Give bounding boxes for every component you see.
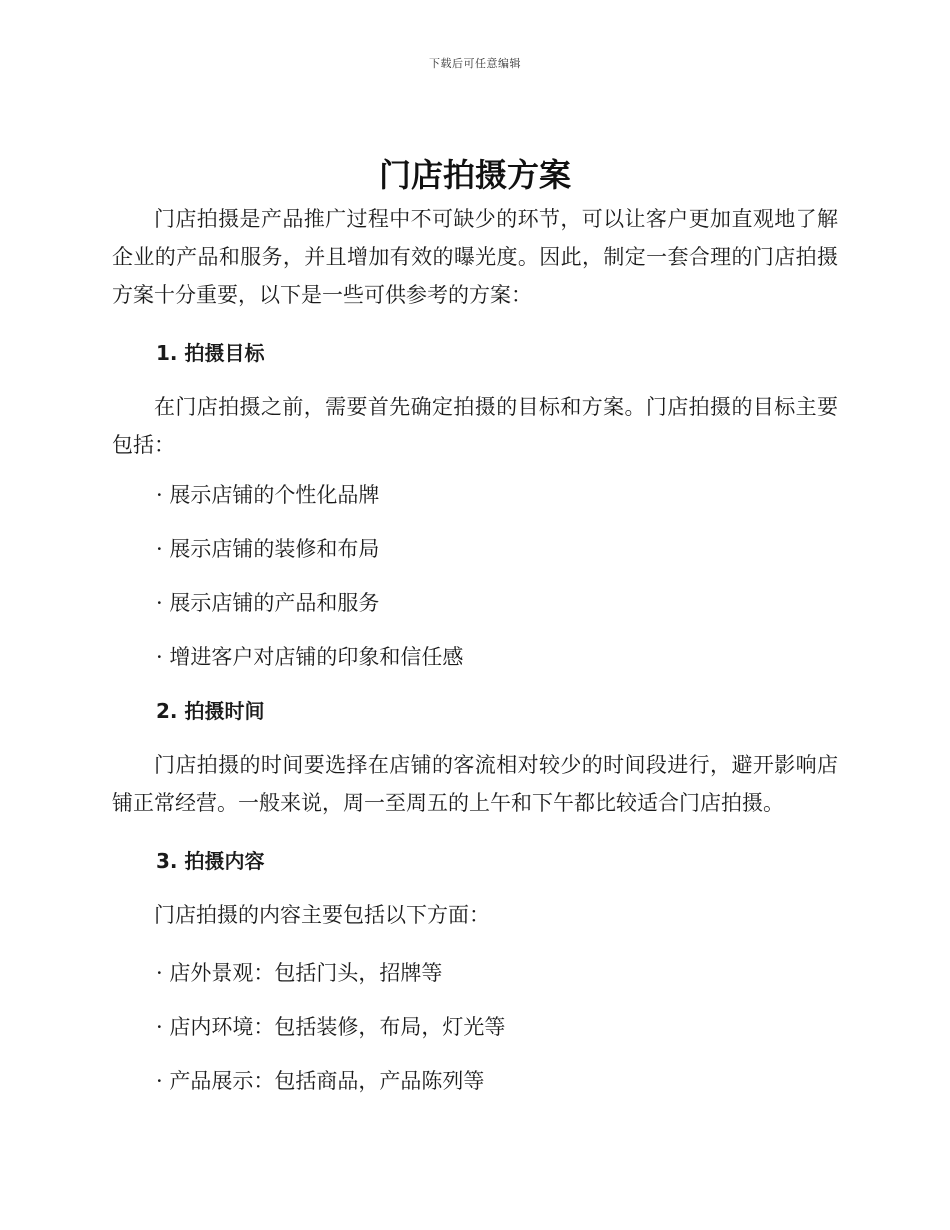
bullet-item: · 展示店铺的装修和布局 <box>156 537 380 561</box>
document-body <box>112 200 838 1096</box>
bullet-item: · 产品展示：包括商品，产品陈列等 <box>156 1069 485 1093</box>
intro-paragraph: 门店拍摄是产品推广过程中不可缺少的环节，可以让客户更加直观地了解企业的产品和服务，并且增加有效的曝光度。因此，制定一套合理的门店拍摄方案十分重要，以下是一些可供参考的方案： <box>112 207 838 307</box>
document-title: 门店拍摄方案 <box>378 156 571 194</box>
bullet-item: · 增进客户对店铺的印象和信任感 <box>156 645 464 669</box>
section-text-goals: 在门店拍摄之前，需要首先确定拍摄的目标和方案。门店拍摄的目标主要包括： <box>112 395 838 457</box>
section-text-time: 门店拍摄的时间要选择在店铺的客流相对较少的时间段进行，避开影响店铺正常经营。一般来说，周一至周五的上午和下午都比较适合门店拍摄。 <box>112 753 838 815</box>
section-text-content: 门店拍摄的内容主要包括以下方面： <box>154 903 490 927</box>
bullet-item: · 店外景观：包括门头，招牌等 <box>156 961 443 985</box>
bullet-item: · 店内环境：包括装修，布局，灯光等 <box>156 1015 506 1039</box>
bullet-item: · 展示店铺的个性化品牌 <box>156 483 380 507</box>
header-note: 下载后可任意编辑 <box>429 57 521 70</box>
section-heading-goals: 1. 拍摄目标 <box>156 341 265 365</box>
bullet-item: · 展示店铺的产品和服务 <box>156 591 380 615</box>
section-heading-time: 2. 拍摄时间 <box>156 699 265 723</box>
section-heading-content: 3. 拍摄内容 <box>156 849 265 873</box>
